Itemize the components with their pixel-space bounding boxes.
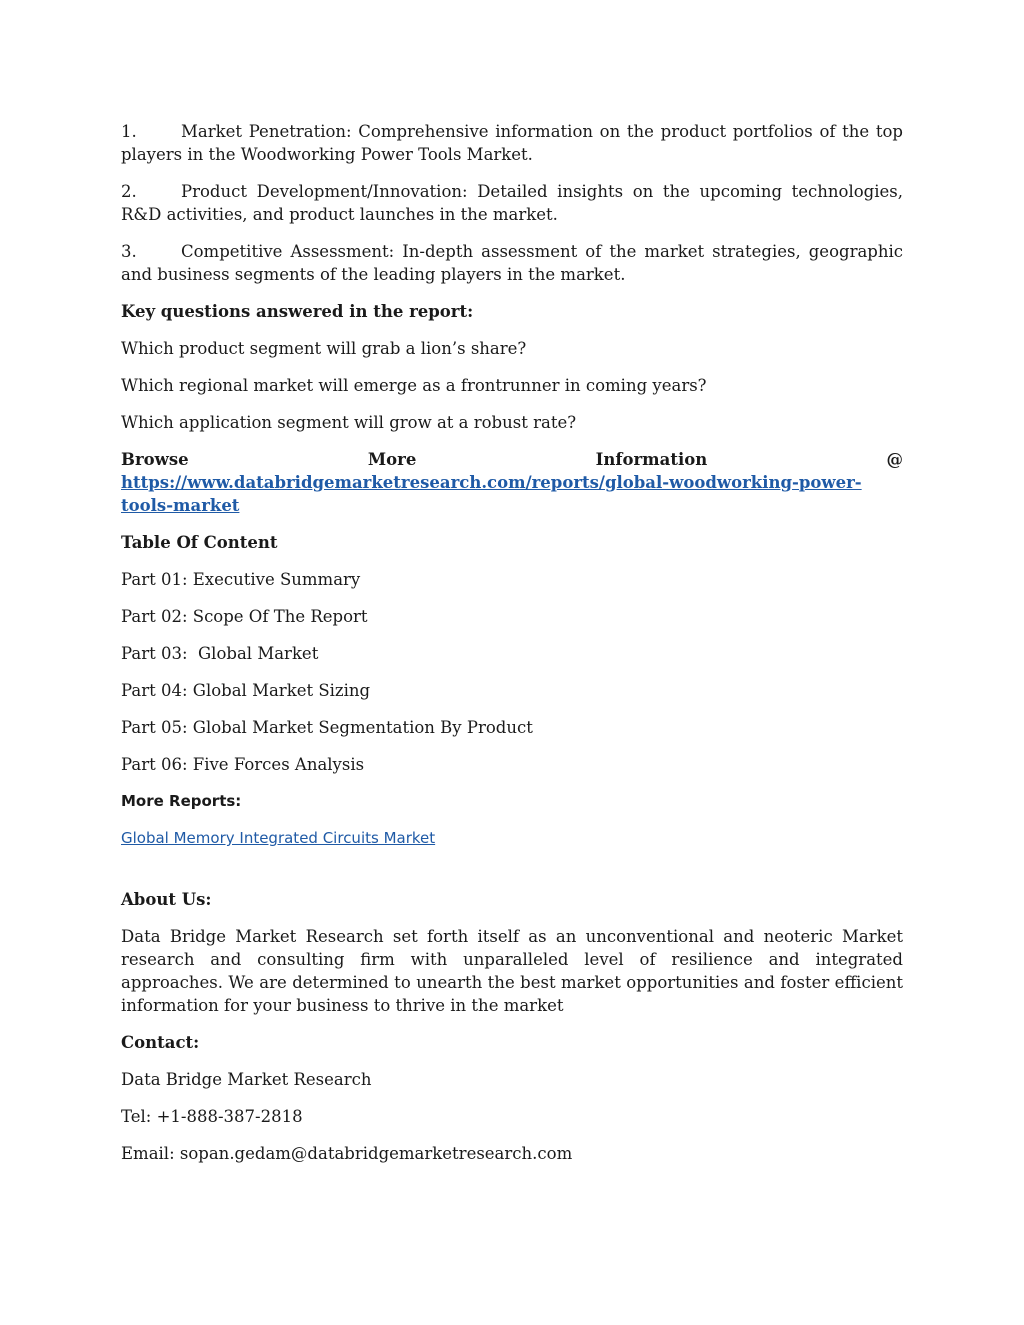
report-url-link[interactable]: https://www.databridgemarketresearch.com/reports/global-woodworking-power-tools-market xyxy=(121,473,862,515)
more-reports-link-row xyxy=(121,827,903,850)
contact-tel: Tel: +1-888-387-2818 xyxy=(121,1107,303,1126)
list-item-number: 3. xyxy=(121,242,137,261)
browse-more-info xyxy=(121,448,903,517)
about-text: Data Bridge Market Research set forth itself as an unconventional and neoteric Market research and consulting firm with unparalleled level of resilience and integrated approaches. We are determined to unearth the best market opportunities and foster efficient information for your business to thrive in the market xyxy=(121,927,903,1015)
toc-heading: Table Of Content xyxy=(121,533,278,552)
list-item xyxy=(121,180,903,226)
toc-item: Part 01: Executive Summary xyxy=(121,570,361,589)
list-item-text: Market Penetration: Comprehensive information on the product portfolios of the top players in the Woodworking Power Tools Market. xyxy=(121,122,903,164)
contact-company: Data Bridge Market Research xyxy=(121,1070,372,1089)
question-item: Which application segment will grow at a robust rate? xyxy=(121,413,577,432)
list-item xyxy=(121,120,903,166)
question-item: Which product segment will grab a lion’s share? xyxy=(121,339,527,358)
contact-heading: Contact: xyxy=(121,1033,200,1052)
toc-item: Part 05: Global Market Segmentation By Product xyxy=(121,718,533,737)
browse-label: Browse More Information @ xyxy=(121,450,903,469)
toc-item: Part 06: Five Forces Analysis xyxy=(121,755,365,774)
toc-item: Part 03: Global Market xyxy=(121,644,319,663)
toc-item: Part 04: Global Market Sizing xyxy=(121,681,371,700)
toc-item: Part 02: Scope Of The Report xyxy=(121,607,368,626)
more-report-link[interactable]: Global Memory Integrated Circuits Market xyxy=(121,829,436,847)
about-heading: About Us: xyxy=(121,890,212,909)
list-item-text: Competitive Assessment: In-depth assessment of the market strategies, geographic and business segments of the leading players in the market. xyxy=(121,242,903,284)
document-page xyxy=(121,120,903,1179)
spacer xyxy=(121,864,903,888)
more-reports-heading: More Reports: xyxy=(121,792,242,810)
list-item-number: 2. xyxy=(121,182,137,201)
key-questions-heading: Key questions answered in the report: xyxy=(121,302,474,321)
contact-email: Email: sopan.gedam@databridgemarketresearch.com xyxy=(121,1144,573,1163)
list-item-number: 1. xyxy=(121,122,137,141)
question-item: Which regional market will emerge as a frontrunner in coming years? xyxy=(121,376,707,395)
list-item-text: Product Development/Innovation: Detailed insights on the upcoming technologies, R&D activities, and product launches in the market. xyxy=(121,182,903,224)
list-item xyxy=(121,240,903,286)
